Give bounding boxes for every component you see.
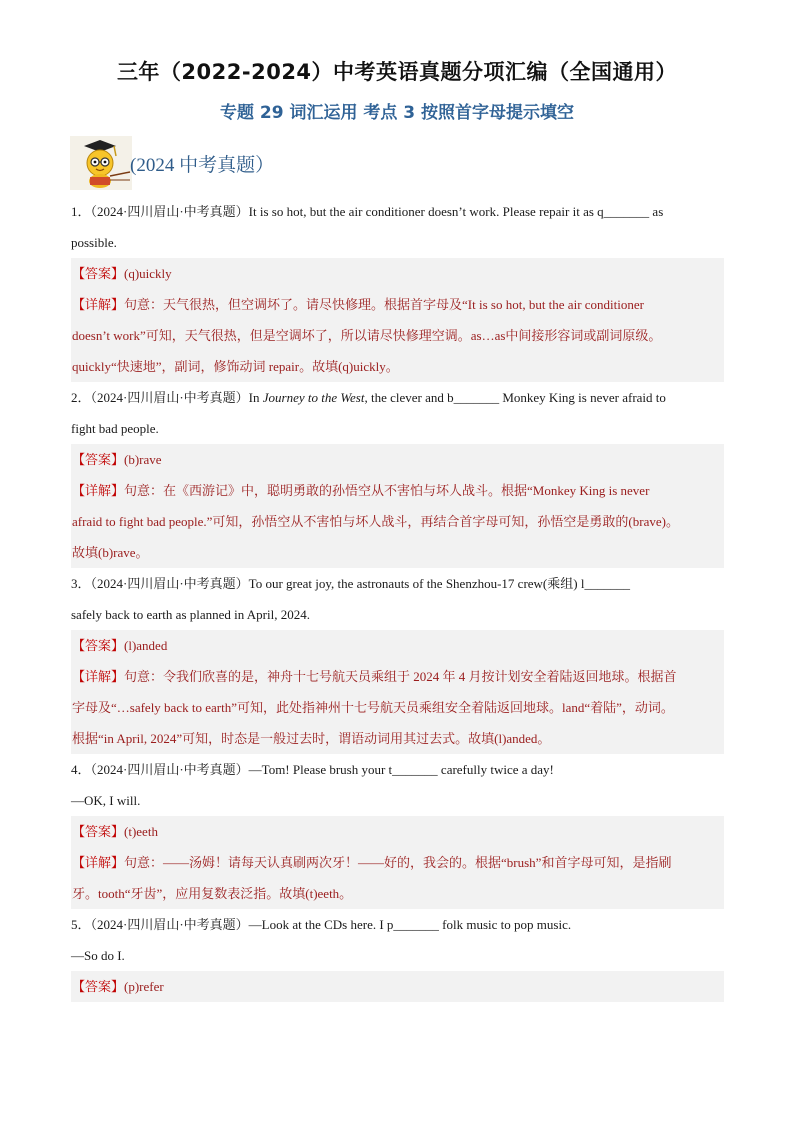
detail-line: 句意：在《西游记》中，聪明勇敢的孙悟空从不害怕与坏人战斗。根据“Monkey King is never (124, 483, 650, 498)
answer-block (71, 971, 724, 1002)
detail-tag: 【详解】 (72, 855, 125, 870)
question-line: 3．（2024·四川眉山·中考真题）To our great joy, the astronauts of the Shenzhou-17 crew(乘组) l_______ (71, 576, 630, 591)
detail-line: afraid to fight bad people.”可知，孙悟空从不害怕与坏人战斗，再结合首字母可知，孙悟空是勇敢的(brave)。 (72, 514, 679, 529)
detail-tag: 【详解】 (72, 297, 125, 312)
answer-tag: 【答案】 (72, 452, 125, 467)
detail-block (71, 847, 724, 909)
detail-block (71, 289, 724, 382)
detail-block (71, 475, 724, 568)
section-header (70, 136, 370, 190)
answer-tag: 【答案】 (72, 266, 125, 281)
answer-block (71, 258, 724, 289)
question-item (71, 754, 724, 909)
answer-block (71, 816, 724, 847)
section-label: (2024 中考真题） (130, 155, 275, 176)
question-item (71, 196, 724, 382)
question-item (71, 909, 724, 1002)
answer-tag: 【答案】 (72, 824, 125, 839)
question-item (71, 382, 724, 568)
document-title: 三年（2022-2024）中考英语真题分项汇编（全国通用） (116, 60, 678, 84)
detail-line: 句意：天气很热，但空调坏了。请尽快修理。根据首字母及“It is so hot, but the air conditioner (124, 297, 644, 312)
question-line: 5．（2024·四川眉山·中考真题）—Look at the CDs here. I p_______ folk music to pop music. (71, 917, 572, 932)
answer-block (71, 444, 724, 475)
answer-block (71, 630, 724, 661)
document-subtitle: 专题 29 词汇运用 考点 3 按照首字母提示填空 (219, 103, 575, 123)
detail-line: quickly“快速地”，副词，修饰动词 repair。故填(q)uickly。 (72, 359, 399, 374)
question-line: —So do I. (71, 948, 125, 963)
answer-tag: 【答案】 (72, 979, 125, 994)
detail-tag: 【详解】 (72, 483, 125, 498)
answer-tag: 【答案】 (72, 638, 125, 653)
question-line: 2．（2024·四川眉山·中考真题）In Journey to the West, the clever and b_______ Monkey King is never afraid to (71, 390, 666, 405)
detail-line: 故填(b)rave。 (72, 545, 149, 560)
detail-tag: 【详解】 (72, 669, 125, 684)
question-line: —OK, I will. (71, 793, 141, 808)
answer-text: (b)rave (124, 452, 162, 467)
answer-text: (q)uickly (124, 266, 172, 281)
detail-line: 字母及“…safely back to earth”可知，此处指神州十七号航天员乘组安全着陆返回地球。land“着陆”，动词。 (72, 700, 674, 715)
question-line: possible. (71, 235, 117, 250)
detail-line: 句意：令我们欣喜的是，神舟十七号航天员乘组于 2024 年 4 月按计划安全着陆返回地球。根据首 (124, 669, 677, 684)
detail-line: 根据“in April, 2024”可知，时态是一般过去时，谓语动词用其过去式。故填(l)anded。 (72, 731, 551, 746)
answer-text: (l)anded (124, 638, 168, 653)
answer-text: (t)eeth (124, 824, 158, 839)
question-line: 4．（2024·四川眉山·中考真题）—Tom! Please brush your t_______ carefully twice a day! (71, 762, 554, 777)
question-line: safely back to earth as planned in April, 2024. (71, 607, 310, 622)
question-list (71, 196, 724, 1002)
question-line: 1．（2024·四川眉山·中考真题）It is so hot, but the air conditioner doesn’t work. Please repair it as q_______ as (71, 204, 664, 219)
answer-text: (p)refer (124, 979, 164, 994)
question-item (71, 568, 724, 754)
question-line: fight bad people. (71, 421, 159, 436)
detail-block (71, 661, 724, 754)
professor-mascot-icon (70, 136, 132, 190)
detail-line: doesn’t work”可知，天气很热，但是空调坏了，所以请尽快修理空调。as…as中间接形容词或副词原级。 (72, 328, 662, 343)
detail-line: 句意：——汤姆！请每天认真刷两次牙！——好的，我会的。根据“brush”和首字母可知，是指刷 (124, 855, 672, 870)
detail-line: 牙。tooth“牙齿”，应用复数表泛指。故填(t)eeth。 (72, 886, 353, 901)
